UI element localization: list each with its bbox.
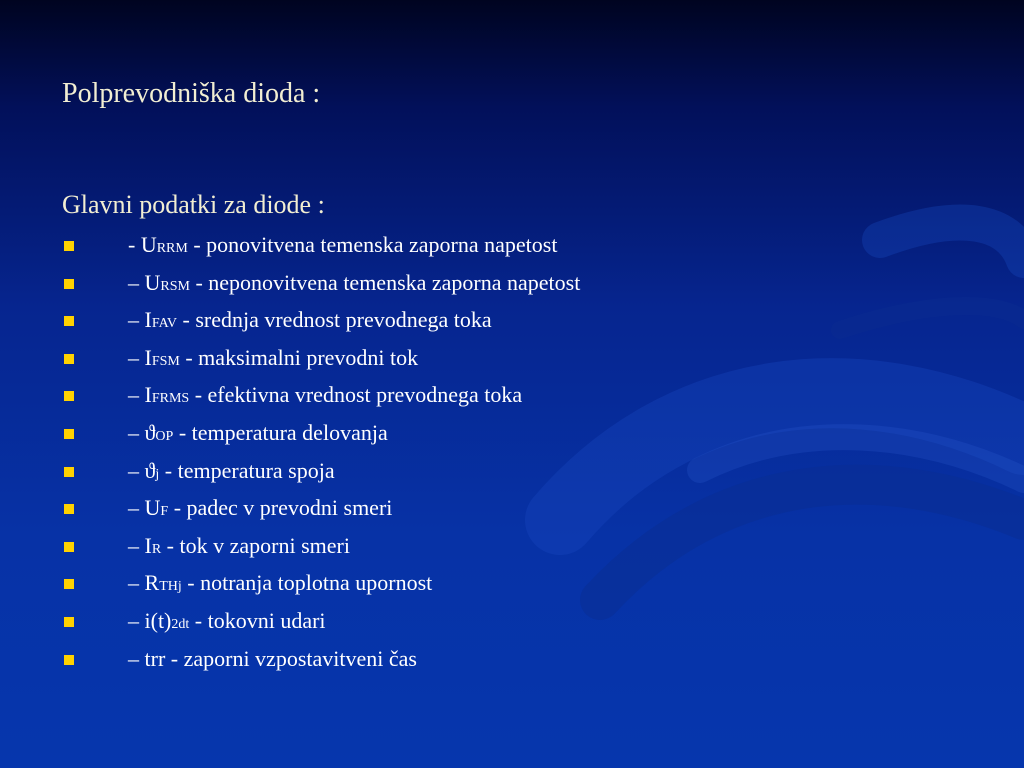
item-symbol: I	[144, 307, 152, 333]
item-symbol: I	[144, 344, 152, 370]
item-description: - notranja toplotna upornost	[181, 570, 433, 596]
list-item	[62, 602, 962, 640]
square-bullet-icon	[64, 617, 74, 627]
item-prefix: –	[128, 532, 145, 558]
square-bullet-icon	[64, 241, 74, 251]
item-subscript: j	[155, 466, 160, 482]
list-item-text	[128, 339, 418, 381]
item-prefix: –	[128, 307, 145, 333]
item-symbol: U	[144, 269, 161, 295]
square-bullet-icon	[64, 467, 74, 477]
item-symbol: U	[140, 232, 157, 257]
item-symbol: ϑ	[144, 419, 156, 445]
item-subscript: RSM	[160, 278, 190, 294]
list-item-text	[128, 640, 417, 682]
square-bullet-icon	[64, 429, 74, 439]
list-item-text	[128, 602, 326, 644]
item-subscript: R	[151, 541, 162, 557]
item-symbol: trr	[144, 645, 166, 671]
item-description: - efektivna vrednost prevodnega toka	[189, 382, 523, 408]
list-item	[62, 414, 962, 452]
item-symbol: U	[144, 495, 161, 521]
parameter-list	[62, 226, 962, 677]
item-description: - srednja vrednost prevodnega toka	[177, 307, 492, 333]
list-item-text	[128, 414, 388, 456]
slide-content	[62, 188, 962, 677]
list-item-text	[128, 452, 335, 494]
item-description: - tokovni udari	[189, 607, 326, 633]
list-item-text	[128, 564, 432, 606]
item-subscript: OP	[155, 428, 174, 444]
square-bullet-icon	[64, 316, 74, 326]
item-prefix: –	[128, 645, 145, 671]
item-prefix: –	[128, 269, 145, 295]
item-prefix: –	[128, 607, 145, 633]
item-symbol: ϑ	[144, 457, 156, 483]
list-item-text	[128, 527, 350, 569]
square-bullet-icon	[64, 542, 74, 552]
list-item-text	[128, 264, 580, 306]
item-prefix: –	[128, 344, 145, 370]
list-item	[62, 564, 962, 602]
item-subscript: FSM	[151, 353, 180, 369]
square-bullet-icon	[64, 504, 74, 514]
item-description: - tok v zaporni smeri	[161, 532, 350, 558]
item-description: - maksimalni prevodni tok	[179, 344, 419, 370]
item-subscript: FAV	[151, 316, 177, 332]
square-bullet-icon	[64, 655, 74, 665]
slide-title: Polprevodniška dioda :	[62, 78, 321, 109]
item-prefix: –	[128, 495, 145, 521]
item-symbol: i(t)	[144, 607, 172, 633]
item-prefix: –	[128, 382, 145, 408]
item-subscript: RRM	[156, 241, 188, 256]
list-item	[62, 339, 962, 377]
item-prefix: –	[128, 419, 145, 445]
item-subscript: THj	[159, 579, 182, 595]
item-symbol: R	[144, 570, 160, 596]
list-item-text	[128, 489, 392, 531]
list-item-text	[128, 226, 557, 268]
item-symbol: I	[144, 532, 152, 558]
section-heading: Glavni podatki za diode :	[62, 190, 325, 219]
list-item	[62, 640, 962, 678]
item-prefix: –	[128, 570, 145, 596]
item-subscript: F	[160, 504, 169, 520]
list-item	[62, 264, 962, 302]
list-item	[62, 527, 962, 565]
list-item	[62, 489, 962, 527]
list-item	[62, 226, 962, 264]
item-description: - padec v prevodni smeri	[168, 495, 393, 521]
item-subscript: 2dt	[171, 616, 190, 632]
list-item	[62, 452, 962, 490]
item-prefix: –	[128, 457, 145, 483]
square-bullet-icon	[64, 354, 74, 364]
item-description: - ponovitvena temenska zaporna napetost	[187, 232, 558, 257]
item-prefix: -	[128, 232, 141, 257]
list-item-text	[128, 376, 522, 418]
item-description: - temperatura spoja	[159, 457, 335, 483]
item-subscript: FRMS	[151, 391, 190, 407]
list-item	[62, 376, 962, 414]
item-symbol: I	[144, 382, 152, 408]
list-item	[62, 301, 962, 339]
item-description: - temperatura delovanja	[173, 419, 388, 445]
list-item-text	[128, 301, 492, 343]
item-description: - zaporni vzpostavitveni čas	[165, 645, 417, 671]
item-description: - neponovitvena temenska zaporna napetost	[189, 269, 581, 295]
square-bullet-icon	[64, 579, 74, 589]
square-bullet-icon	[64, 279, 74, 289]
square-bullet-icon	[64, 391, 74, 401]
